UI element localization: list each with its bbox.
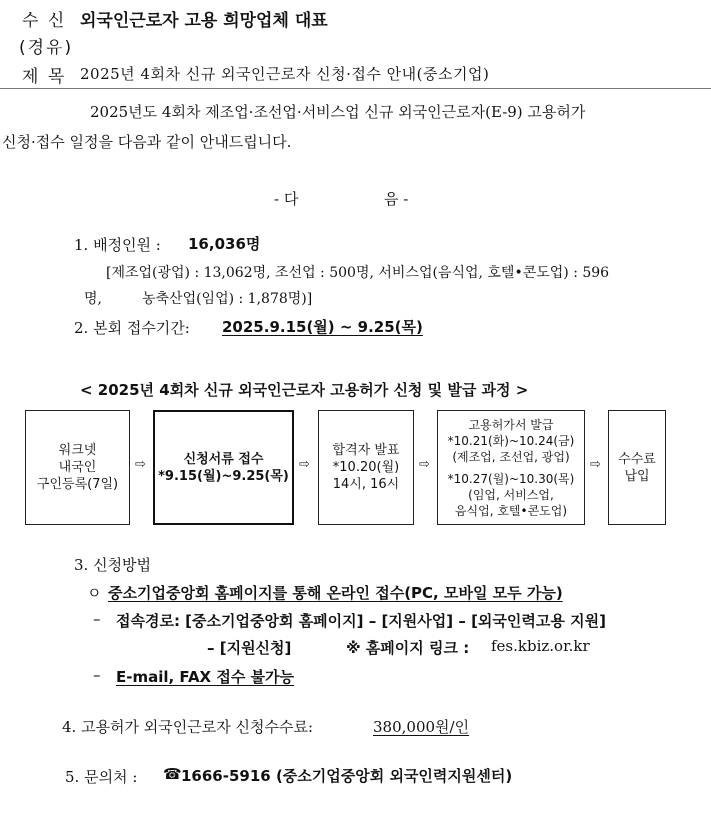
section2-value: 2025.9.15(월) ~ 9.25(목) [222, 318, 423, 336]
step4-line3: (제조업, 조선업, 광업) [452, 449, 570, 464]
step5-line2: 납입 [624, 468, 650, 484]
step2-line1: 신청서류 접수 [183, 451, 264, 467]
process-step-worknet [25, 410, 130, 525]
step5-line1: 수수료 [618, 451, 656, 467]
phone-icon: ☎ [163, 765, 182, 783]
arrow-icon: ⇨ [299, 457, 310, 472]
intro-line1: 2025년도 4회차 제조업·조선업·서비스업 신규 외국인근로자(E-9) 고용허가 [90, 103, 586, 121]
section4-label: 4. 고용허가 외국인근로자 신청수수료: [62, 718, 314, 736]
intro-line2: 신청·접수 일정을 다음과 같이 안내드립니다. [2, 133, 292, 151]
recipient-label: 수 신 [22, 11, 67, 31]
process-step-fee [608, 410, 666, 525]
recipient-value: 외국인근로자 고용 희망업체 대표 [80, 11, 328, 31]
heading-eum: 음 - [384, 190, 409, 208]
arrow-icon: ⇨ [590, 457, 601, 472]
section1-label: 1. 배정인원 : [74, 236, 161, 254]
step3-line1: 합격자 발표 [332, 443, 400, 458]
process-step-announcement [318, 410, 414, 525]
access-path-line1: 접속경로: [중소기업중앙회 홈페이지] – [지원사업] – [외국인력고용 지원] [116, 612, 606, 630]
step4-line5: (임업, 서비스업, [468, 487, 554, 502]
step1-line1: 워크넷 [58, 443, 97, 458]
no-email-fax-text: E-mail, FAX 접수 불가능 [116, 668, 295, 686]
step4-line4: *10.27(월)~10.30(목) [447, 471, 575, 486]
step3-line3: 14시, 16시 [332, 477, 400, 492]
section4-value: 380,000원/인 [373, 718, 470, 736]
process-step-application [153, 410, 294, 525]
step3-line2: *10.20(월) [332, 460, 400, 475]
step4-line6: 음식업, 호텔•콘도업) [454, 503, 568, 518]
section1-detail-line1: [제조업(광업) : 13,062명, 조선업 : 500명, 서비스업(음식업, 호텔•콘도업) : 596 [106, 265, 610, 281]
section1-value: 16,036명 [188, 235, 261, 253]
arrow-icon: ⇨ [419, 457, 430, 472]
via-label: (경유) [19, 38, 74, 58]
step4-line1: 고용허가서 발급 [468, 417, 554, 432]
section5-label: 5. 문의처 : [65, 768, 138, 786]
section1-detail-line2b: 농축산업(임업) : 1,878명)] [142, 291, 313, 307]
section3-label: 3. 신청방법 [74, 556, 152, 574]
bullet-icon: ㅇ [87, 584, 102, 602]
arrow-icon: ⇨ [135, 457, 146, 472]
step1-line3: 구인등록(7일) [36, 477, 119, 492]
step1-line2: 내국인 [58, 460, 97, 475]
access-path-line2: – [지원신청] [207, 639, 292, 657]
step2-line2: *9.15(월)~9.25(목) [158, 468, 289, 484]
subject-value: 2025년 4회차 신규 외국인근로자 신청·접수 안내(중소기업) [80, 65, 490, 83]
heading-da: - 다 [274, 190, 299, 208]
homepage-link-label: ※ 홈페이지 링크 : [346, 639, 470, 657]
contact-value: 1666-5916 (중소기업중앙회 외국인력지원센터) [181, 767, 513, 785]
section1-detail-line2a: 명, [84, 291, 102, 307]
header-divider [0, 88, 711, 89]
homepage-link[interactable]: fes.kbiz.or.kr [491, 637, 590, 655]
process-step-permit [437, 410, 585, 525]
step4-line2: *10.21(화)~10.24(금) [447, 433, 575, 448]
section2-label: 2. 본회 접수기간: [74, 319, 190, 337]
dash-icon: – [93, 610, 101, 628]
online-application-text: 중소기업중앙회 홈페이지를 통해 온라인 접수(PC, 모바일 모두 가능) [108, 584, 563, 602]
process-title: < 2025년 4회차 신규 외국인근로자 고용허가 신청 및 발급 과정 > [80, 381, 529, 399]
subject-label: 제 목 [22, 67, 67, 87]
dash-icon: – [93, 666, 101, 684]
